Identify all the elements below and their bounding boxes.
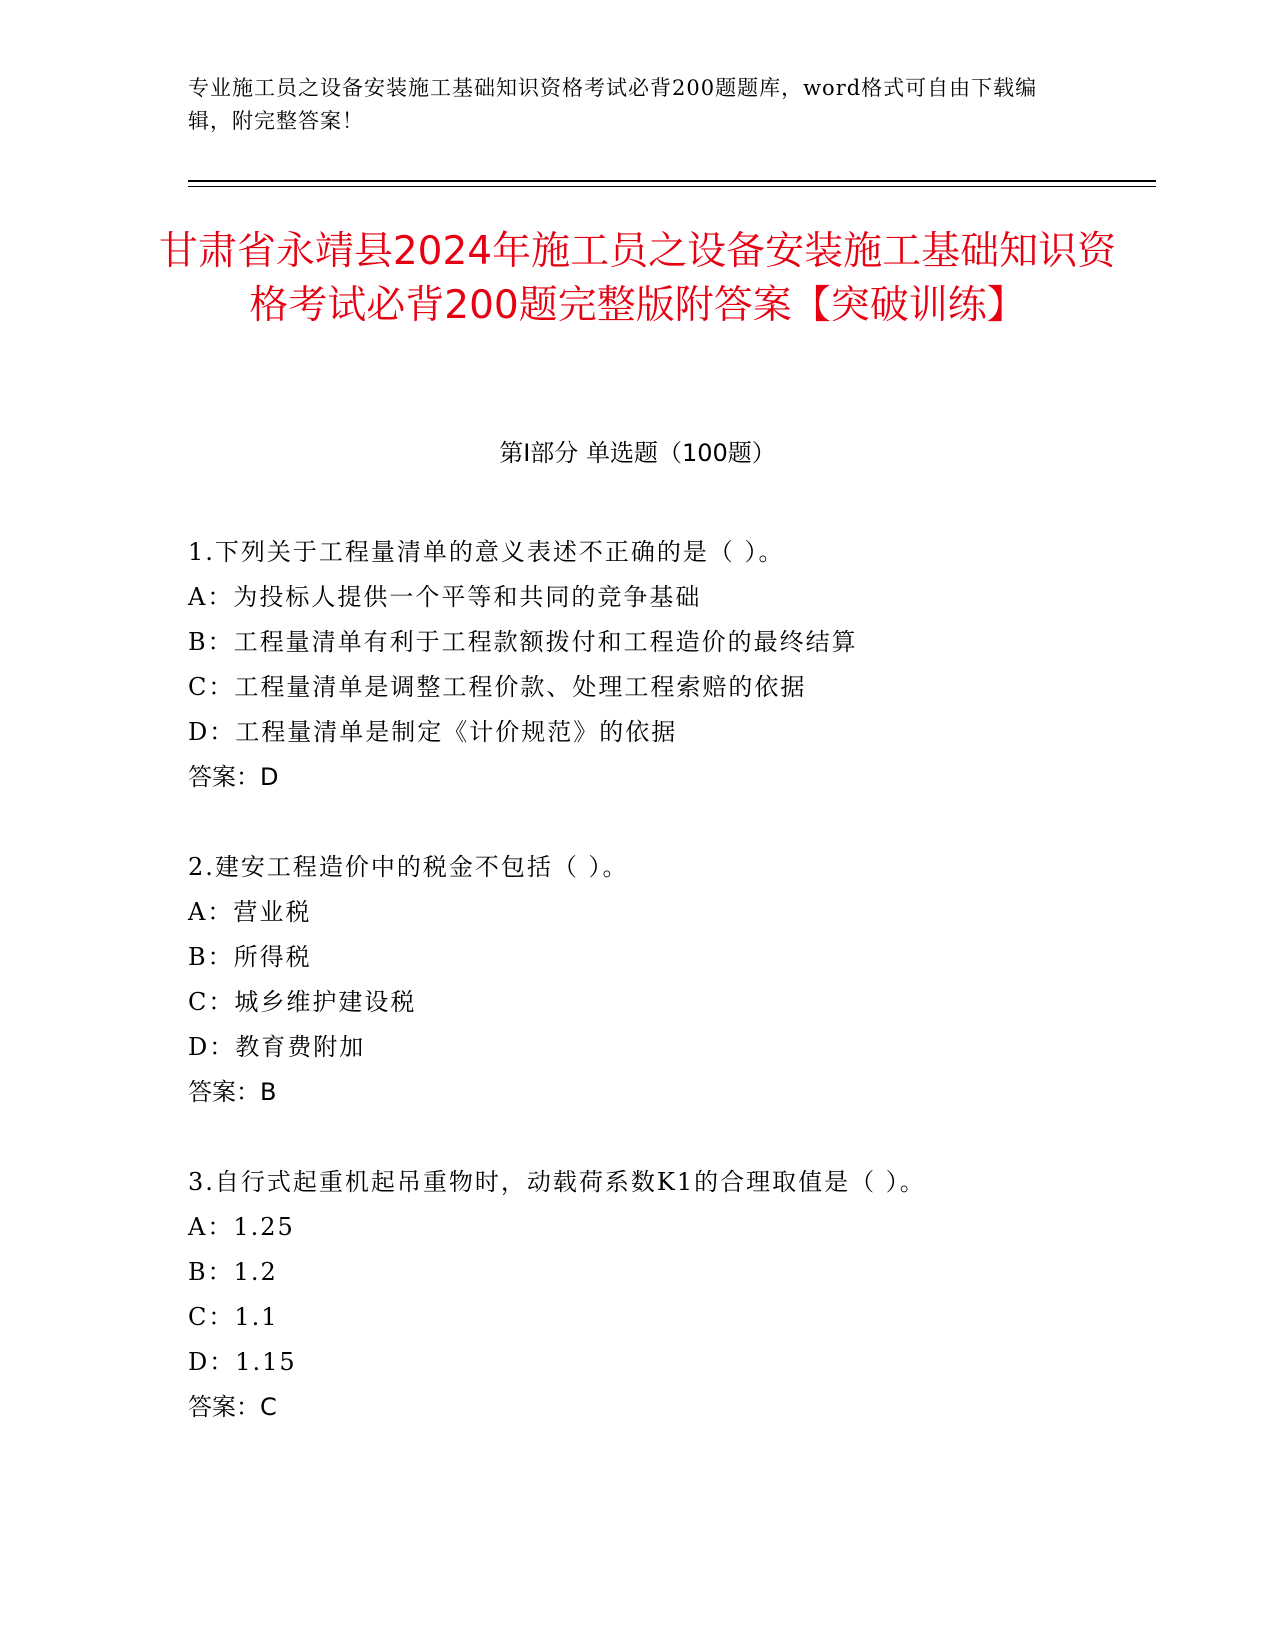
question-list [188, 530, 1138, 1475]
option-b: B：工程量清单有利于工程款额拨付和工程造价的最终结算 [188, 628, 858, 656]
header-divider-thick [188, 180, 1156, 182]
answer: 答案：C [188, 1393, 277, 1421]
document-title: 甘肃省永靖县2024年施工员之设备安装施工基础知识资格考试必背200题完整版附答案【突破训练】 [158, 229, 1117, 328]
option-c: C：1.1 [188, 1303, 279, 1331]
option-c: C：城乡维护建设税 [188, 988, 417, 1016]
question-1 [188, 530, 1138, 800]
option-b: B：1.2 [188, 1258, 278, 1286]
question-3 [188, 1160, 1138, 1430]
header-divider-thin [188, 186, 1156, 187]
option-a: A：为投标人提供一个平等和共同的竞争基础 [188, 583, 702, 611]
option-d: D：1.15 [188, 1348, 297, 1376]
option-d: D：教育费附加 [188, 1033, 366, 1061]
option-b: B：所得税 [188, 943, 312, 971]
question-2 [188, 845, 1138, 1115]
option-a: A：1.25 [188, 1213, 295, 1241]
header-note: 专业施工员之设备安装施工基础知识资格考试必背200题题库，word格式可自由下载编辑，附完整答案！ [188, 76, 1038, 133]
section-heading: 第Ⅰ部分 单选题（100题） [499, 439, 776, 467]
option-a: A：营业税 [188, 898, 312, 926]
answer: 答案：B [188, 1078, 277, 1106]
question-stem: 2.建安工程造价中的税金不包括（ ）。 [188, 853, 629, 881]
option-d: D：工程量清单是制定《计价规范》的依据 [188, 718, 678, 746]
question-stem: 1.下列关于工程量清单的意义表述不正确的是（ ）。 [188, 538, 785, 566]
question-stem: 3.自行式起重机起吊重物时，动载荷系数K1的合理取值是（ ）。 [188, 1168, 926, 1196]
option-c: C：工程量清单是调整工程价款、处理工程索赔的依据 [188, 673, 807, 701]
answer: 答案：D [188, 763, 279, 791]
